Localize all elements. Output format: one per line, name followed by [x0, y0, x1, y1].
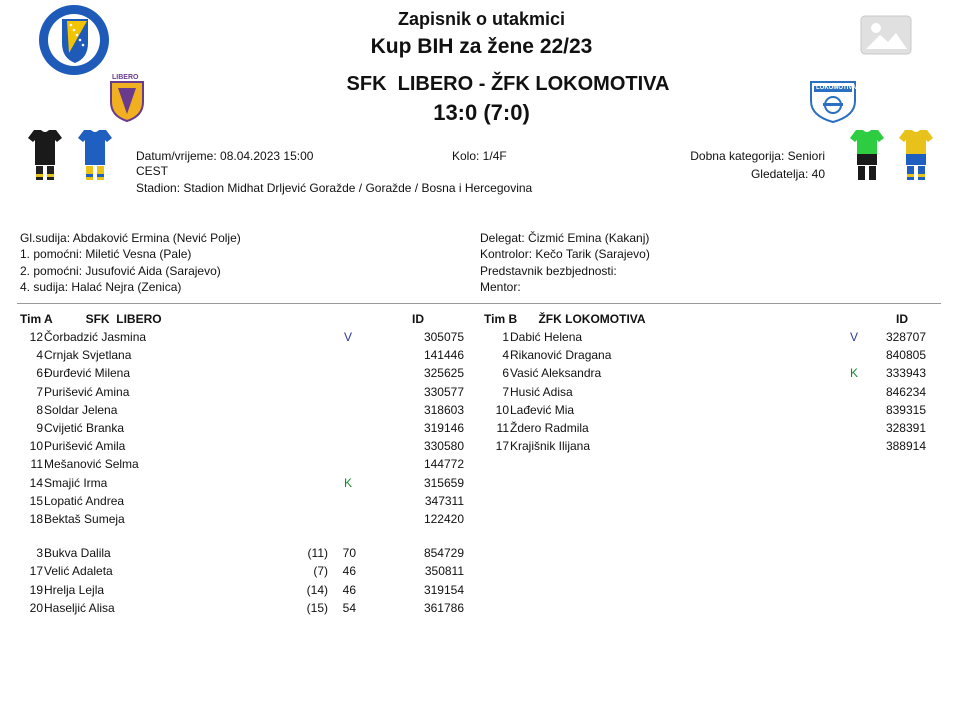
- player-id: 305075: [423, 330, 464, 345]
- team-a-substitute-row: [20, 580, 464, 598]
- player-number: 10: [495, 402, 509, 417]
- player-id: 846234: [885, 384, 926, 399]
- player-id: 122420: [423, 511, 464, 526]
- player-number: 1: [502, 330, 509, 345]
- team-a-id-header: ID: [412, 312, 424, 326]
- competition-title: Kup BIH za žene 22/23: [370, 35, 593, 58]
- match-timezone: CEST: [136, 164, 169, 178]
- player-role: V: [849, 330, 858, 345]
- player-name: Bektaš Sumeja: [44, 511, 125, 526]
- player-id: 854729: [423, 546, 464, 561]
- team-a-player-row: [20, 510, 464, 528]
- team-a-player-row: [20, 492, 464, 510]
- team-b-player-row: [484, 364, 926, 382]
- libero-logo-text: LIBERO: [112, 74, 139, 81]
- match-score: 13:0 (7:0): [433, 100, 530, 125]
- player-name: Soldar Jelena: [44, 402, 118, 417]
- delegate: Delegat: Čizmić Emina (Kakanj): [480, 231, 650, 245]
- player-number: 18: [29, 511, 43, 526]
- player-number: 12: [29, 330, 43, 345]
- team-a-player-row: [20, 419, 464, 437]
- player-number: 17: [495, 439, 509, 454]
- team-b-player-row: [484, 437, 926, 455]
- player-id: 328391: [885, 421, 926, 436]
- player-name: Krajišnik Ilijana: [510, 439, 591, 454]
- player-name: Purišević Amina: [44, 384, 130, 399]
- team-b-id-header: ID: [896, 312, 908, 326]
- player-id: 361786: [423, 600, 464, 615]
- player-id: 144772: [423, 457, 464, 472]
- player-id: 330577: [423, 384, 464, 399]
- player-role: [830, 401, 878, 419]
- player-number: 8: [36, 402, 43, 417]
- team-a-header-row: [20, 310, 464, 328]
- player-number: 11: [30, 457, 43, 472]
- player-number: 6: [36, 366, 43, 381]
- player-name: Lađević Mia: [510, 402, 575, 417]
- team-a-substitute-row: [20, 562, 464, 580]
- security-representative: Predstavnik bezbjednosti:: [480, 264, 617, 278]
- section-divider: [17, 303, 941, 304]
- player-number: 7: [502, 384, 509, 399]
- player-id: 330580: [423, 439, 464, 454]
- player-name: Ždero Radmila: [510, 421, 589, 436]
- lokomotiva-logo-text: LOKOMOTIVA: [816, 85, 857, 91]
- team-b-roster: [484, 310, 926, 455]
- player-id: 839315: [885, 402, 926, 417]
- team-a-player-row: [20, 401, 464, 419]
- controller: Kontrolor: Kečo Tarik (Sarajevo): [480, 247, 650, 261]
- player-number: 11: [496, 421, 509, 436]
- player-role: [830, 383, 878, 401]
- player-name: Čorbadzić Jasmina: [44, 330, 147, 345]
- team-a-name: SFK LIBERO: [85, 312, 162, 326]
- fourth-official: 4. sudija: Halać Nejra (Zenica): [20, 280, 182, 294]
- team-a-roster: [20, 310, 464, 617]
- player-name: Velić Adaleta: [44, 564, 113, 579]
- player-name: Mešanović Selma: [44, 457, 139, 472]
- player-name: Husić Adisa: [510, 384, 573, 399]
- home-kit-blue-icon: [78, 130, 112, 187]
- substitution-minute: 54: [342, 600, 356, 615]
- player-id: 840805: [885, 348, 926, 363]
- player-number: 3: [36, 546, 43, 561]
- player-role: K: [343, 475, 352, 490]
- roster-spacer: [20, 528, 464, 544]
- home-kit-dark-icon: [28, 130, 62, 187]
- team-a-header: [20, 310, 244, 328]
- player-role: [244, 383, 372, 401]
- match-stadium: Stadion: Stadion Midhat Drljević Goražde / Goražde / Bosna i Hercegovina: [136, 181, 533, 195]
- player-role: [244, 492, 372, 510]
- team-a-player-row: [20, 328, 464, 346]
- match-teams: SFK LIBERO - ŽFK LOKOMOTIVA: [346, 73, 670, 95]
- player-role: [244, 401, 372, 419]
- away-kit-yellow-icon: [899, 130, 933, 187]
- player-number: 19: [29, 582, 43, 597]
- age-category: Dobna kategorija: Seniori: [690, 149, 825, 163]
- assistant-referee-2: 2. pomoćni: Jusufović Aida (Sarajevo): [20, 264, 221, 278]
- player-id: 325625: [423, 366, 464, 381]
- match-round: Kolo: 1/4F: [452, 149, 507, 163]
- player-name: Vasić Aleksandra: [510, 366, 602, 381]
- replaced-player: (14): [306, 582, 328, 597]
- team-b-header: [484, 310, 830, 328]
- substitution-minute: 46: [342, 582, 356, 597]
- player-name: Cvijetić Branka: [44, 421, 125, 436]
- player-role: V: [343, 330, 352, 345]
- team-b-player-row: [484, 346, 926, 364]
- player-name: Haseljić Alisa: [44, 600, 115, 615]
- team-a-player-row: [20, 474, 464, 492]
- referee: Gl.sudija: Abdaković Ermina (Nević Polje): [20, 231, 241, 245]
- player-role: [244, 364, 372, 382]
- player-number: 15: [29, 493, 43, 508]
- player-number: 17: [29, 564, 43, 579]
- player-name: Purišević Amila: [44, 439, 126, 454]
- team-b-label: Tim B: [484, 312, 518, 326]
- player-number: 14: [29, 475, 43, 490]
- team-a-label: Tim A: [20, 312, 53, 326]
- team-b-player-row: [484, 419, 926, 437]
- lokomotiva-logo: [808, 77, 858, 123]
- substitution-minute: 70: [342, 546, 356, 561]
- player-role: [244, 455, 372, 473]
- team-a-player-row: [20, 383, 464, 401]
- team-a-player-row: [20, 346, 464, 364]
- team-b-player-row: [484, 401, 926, 419]
- team-a-substitute-row: [20, 599, 464, 617]
- libero-logo: [108, 74, 146, 122]
- player-id: 347311: [424, 493, 464, 508]
- player-id: 319154: [423, 582, 464, 597]
- player-role: [830, 419, 878, 437]
- replaced-player: (15): [306, 600, 328, 615]
- player-name: Crnjak Svjetlana: [44, 348, 132, 363]
- player-role: [830, 346, 878, 364]
- player-id: 141446: [423, 348, 464, 363]
- replaced-player: (7): [313, 564, 328, 579]
- player-id: 315659: [423, 475, 464, 490]
- player-number: 4: [36, 348, 43, 363]
- substitution-minute: 46: [342, 564, 356, 579]
- assistant-referee-1: 1. pomoćni: Miletić Vesna (Pale): [20, 247, 192, 261]
- player-name: Dabić Helena: [510, 330, 583, 345]
- player-id: 350811: [424, 564, 464, 579]
- replaced-player: (11): [307, 546, 328, 561]
- player-id: 319146: [423, 421, 464, 436]
- team-b-player-row: [484, 328, 926, 346]
- player-number: 4: [502, 348, 509, 363]
- player-role: [830, 437, 878, 455]
- team-b-player-row: [484, 383, 926, 401]
- player-id: 328707: [885, 330, 926, 345]
- player-number: 10: [29, 439, 43, 454]
- team-b-name: ŽFK LOKOMOTIVA: [538, 312, 646, 326]
- attendance: Gledatelja: 40: [750, 167, 825, 181]
- player-name: Đurđević Milena: [44, 366, 131, 381]
- player-id: 318603: [423, 402, 464, 417]
- player-name: Hrelja Lejla: [44, 582, 105, 597]
- player-number: 9: [36, 421, 43, 436]
- team-a-substitute-row: [20, 544, 464, 562]
- player-role: [244, 419, 372, 437]
- away-kit-green-icon: [850, 130, 884, 187]
- match-datetime: Datum/vrijeme: 08.04.2023 15:00: [136, 149, 314, 163]
- federation-logo: [35, 3, 113, 77]
- team-b-header-row: [484, 310, 926, 328]
- player-role: [244, 510, 372, 528]
- team-a-player-row: [20, 437, 464, 455]
- image-placeholder-icon: [860, 15, 912, 55]
- player-id: 333943: [885, 366, 926, 381]
- team-a-player-row: [20, 364, 464, 382]
- player-number: 20: [29, 600, 43, 615]
- player-name: Lopatić Andrea: [44, 493, 125, 508]
- player-role: K: [849, 366, 858, 381]
- player-role: [244, 346, 372, 364]
- player-name: Bukva Dalila: [44, 546, 111, 561]
- player-name: Smajić Irma: [44, 475, 108, 490]
- report-title: Zapisnik o utakmici: [397, 9, 566, 29]
- player-number: 6: [502, 366, 509, 381]
- player-name: Rikanović Dragana: [510, 348, 612, 363]
- player-role: [244, 437, 372, 455]
- mentor: Mentor:: [480, 280, 521, 294]
- player-id: 388914: [885, 439, 926, 454]
- team-a-player-row: [20, 455, 464, 473]
- player-number: 7: [36, 384, 43, 399]
